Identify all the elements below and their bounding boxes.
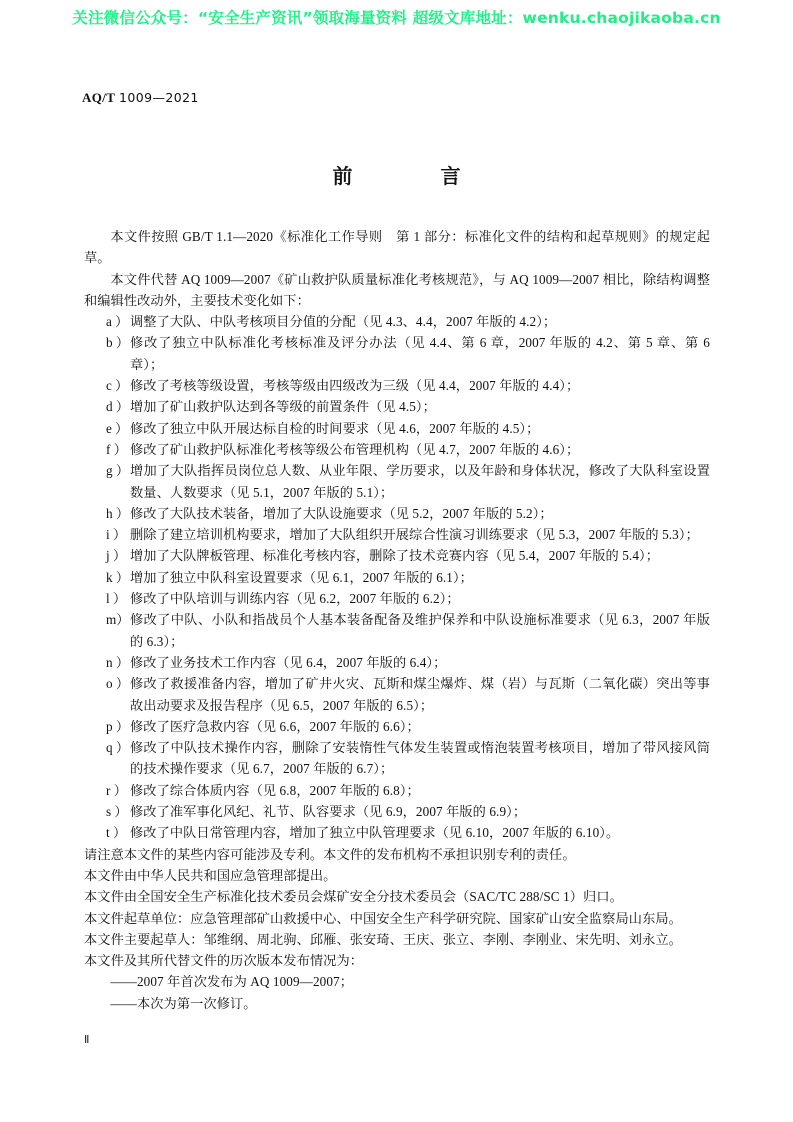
notice-history-intro: 本文件及其所代替文件的历次版本发布情况为：	[84, 953, 364, 969]
foreword-body	[84, 226, 710, 1014]
list-item-marker: m）	[106, 612, 130, 628]
list-item-marker: d ）	[106, 399, 130, 415]
list-item-text: 修改了中队日常管理内容，增加了独立中队管理要求（见 6.10，2007 年版的 6.10）。	[130, 825, 620, 841]
list-item	[84, 780, 710, 801]
list-item	[84, 822, 710, 843]
list-item-marker: q ）	[106, 740, 130, 756]
list-item-text: 增加了大队牌板管理、标准化考核内容，删除了技术竞赛内容（见 5.4，2007 年版的 5.4）；	[130, 548, 659, 564]
list-item-text: 修改了救援准备内容，增加了矿井火灾、瓦斯和煤尘爆炸、煤（岩）与瓦斯（二氧化碳）突出等事故出动要求及报告程序（见 6.5，2007 年版的 6.5）；	[130, 676, 710, 713]
list-item-text: 调整了大队、中队考核项目分值的分配（见 4.3、4.4，2007 年版的 4.2）；	[130, 314, 557, 330]
list-item-text: 修改了医疗急救内容（见 6.6，2007 年版的 6.6）；	[130, 718, 420, 734]
standard-prefix: AQ/T	[82, 90, 116, 105]
page-number: Ⅱ	[84, 1034, 90, 1046]
list-item	[84, 588, 710, 609]
list-item-text: 增加了独立中队科室设置要求（见 6.1，2007 年版的 6.1）；	[130, 569, 473, 585]
list-item-text: 修改了准军事化风纪、礼节、队容要求（见 6.9，2007 年版的 6.9）；	[130, 804, 527, 820]
list-item	[84, 567, 710, 588]
intro-paragraph-1: 本文件按照 GB/T 1.1—2020《标准化工作导则 第 1 部分：标准化文件的结构和起草规则》的规定起草。	[84, 229, 710, 266]
list-item-text: 删除了建立培训机构要求，增加了大队组织开展综合性演习训练要求（见 5.3，2007 年版的 5.3）；	[130, 527, 699, 543]
list-item	[84, 673, 710, 716]
list-item-text: 增加了大队指挥员岗位总人数、从业年限、学历要求，以及年龄和身体状况，修改了大队科室设置数量、人数要求（见 5.1，2007 年版的 5.1）；	[130, 463, 710, 500]
list-item	[84, 503, 710, 524]
list-item	[84, 545, 710, 566]
list-item-marker: h ）	[106, 505, 130, 521]
list-item	[84, 460, 710, 503]
list-item-marker: f ）	[106, 441, 127, 457]
list-item-marker: t ）	[106, 825, 127, 841]
list-item-text: 修改了大队技术装备，增加了大队设施要求（见 5.2，2007 年版的 5.2）；	[130, 505, 553, 521]
list-item-text: 修改了中队培训与训练内容（见 6.2，2007 年版的 6.2）；	[130, 591, 460, 607]
list-item	[84, 737, 710, 780]
list-item	[84, 418, 710, 439]
list-item	[84, 311, 710, 332]
list-item-marker: e ）	[106, 420, 129, 436]
list-item-text: 修改了考核等级设置，考核等级由四级改为三级（见 4.4，2007 年版的 4.4）；	[130, 378, 580, 394]
list-item-marker: c ）	[106, 378, 129, 394]
list-item-marker: j ）	[106, 548, 127, 564]
list-item-marker: s ）	[106, 804, 128, 820]
list-item	[84, 716, 710, 737]
list-item-marker: i ）	[106, 527, 127, 543]
history-entry: ——本次为第一次修订。	[110, 995, 257, 1011]
intro-paragraph-2: 本文件代替 AQ 1009—2007《矿山救护队质量标准化考核规范》，与 AQ 1009—2007 相比，除结构调整和编辑性改动外，主要技术变化如下：	[84, 271, 710, 308]
list-item-marker: g ）	[106, 463, 130, 479]
list-item-text: 修改了中队、小队和指战员个人基本装备配备及维护保养和中队设施标准要求（见 6.3，2007 年版的 6.3）；	[130, 612, 710, 649]
standard-code: 1009—2021	[119, 90, 199, 105]
promo-banner: 关注微信公众号：“安全生产资讯”领取海量资料 超级文库地址：wenku.chaojikaoba.cn	[72, 9, 721, 27]
list-item	[84, 524, 710, 545]
notice-patent: 请注意本文件的某些内容可能涉及专利。本文件的发布机构不承担识别专利的责任。	[84, 846, 576, 862]
list-item-text: 修改了独立中队开展达标自检的时间要求（见 4.6，2007 年版的 4.5）；	[130, 420, 540, 436]
list-item	[84, 375, 710, 396]
list-item	[84, 801, 710, 822]
list-item-marker: o ）	[106, 676, 130, 692]
list-item	[84, 332, 710, 375]
list-item-marker: p ）	[106, 718, 130, 734]
list-item-text: 修改了矿山救护队标准化考核等级公布管理机构（见 4.7，2007 年版的 4.6）；	[130, 441, 580, 457]
list-item	[84, 652, 710, 673]
list-item-marker: r ）	[106, 782, 127, 798]
notice-drafters: 本文件主要起草人：邹维纲、周北驹、邱雁、张安琦、王庆、张立、李刚、李刚业、宋先明、刘永立。	[84, 931, 682, 947]
list-item-marker: l ）	[106, 591, 127, 607]
list-item	[84, 609, 710, 652]
standard-number-header	[82, 90, 199, 106]
notice-committee: 本文件由全国安全生产标准化技术委员会煤矿安全分技术委员会（SAC/TC 288/SC 1）归口。	[84, 889, 623, 905]
list-item-text: 修改了业务技术工作内容（见 6.4，2007 年版的 6.4）；	[130, 654, 447, 670]
notice-proposer: 本文件由中华人民共和国应急管理部提出。	[84, 867, 337, 883]
list-item-marker: k ）	[106, 569, 130, 585]
list-item-marker: n ）	[106, 654, 130, 670]
notice-drafting-units: 本文件起草单位：应急管理部矿山救援中心、中国安全生产科学研究院、国家矿山安全监察局山东局。	[84, 910, 682, 926]
history-entry: ——2007 年首次发布为 AQ 1009—2007；	[110, 974, 354, 990]
list-item-marker: a ）	[106, 314, 129, 330]
list-item	[84, 396, 710, 417]
list-item-text: 修改了中队技术操作内容，删除了安装惰性气体发生装置或惰泡装置考核项目，增加了带风接风筒的技术操作要求（见 6.7，2007 年版的 6.7）；	[130, 740, 710, 777]
list-item-text: 增加了矿山救护队达到各等级的前置条件（见 4.5）；	[130, 399, 436, 415]
list-item-text: 修改了综合体质内容（见 6.8，2007 年版的 6.8）；	[130, 782, 420, 798]
list-item	[84, 439, 710, 460]
list-item-text: 修改了独立中队标准化考核标准及评分办法（见 4.4、第 6 章，2007 年版的 4.2、第 5 章、第 6 章）；	[130, 335, 710, 372]
changes-list	[84, 311, 710, 843]
list-item-marker: b ）	[106, 335, 130, 351]
page-title: 前 言	[332, 164, 477, 188]
